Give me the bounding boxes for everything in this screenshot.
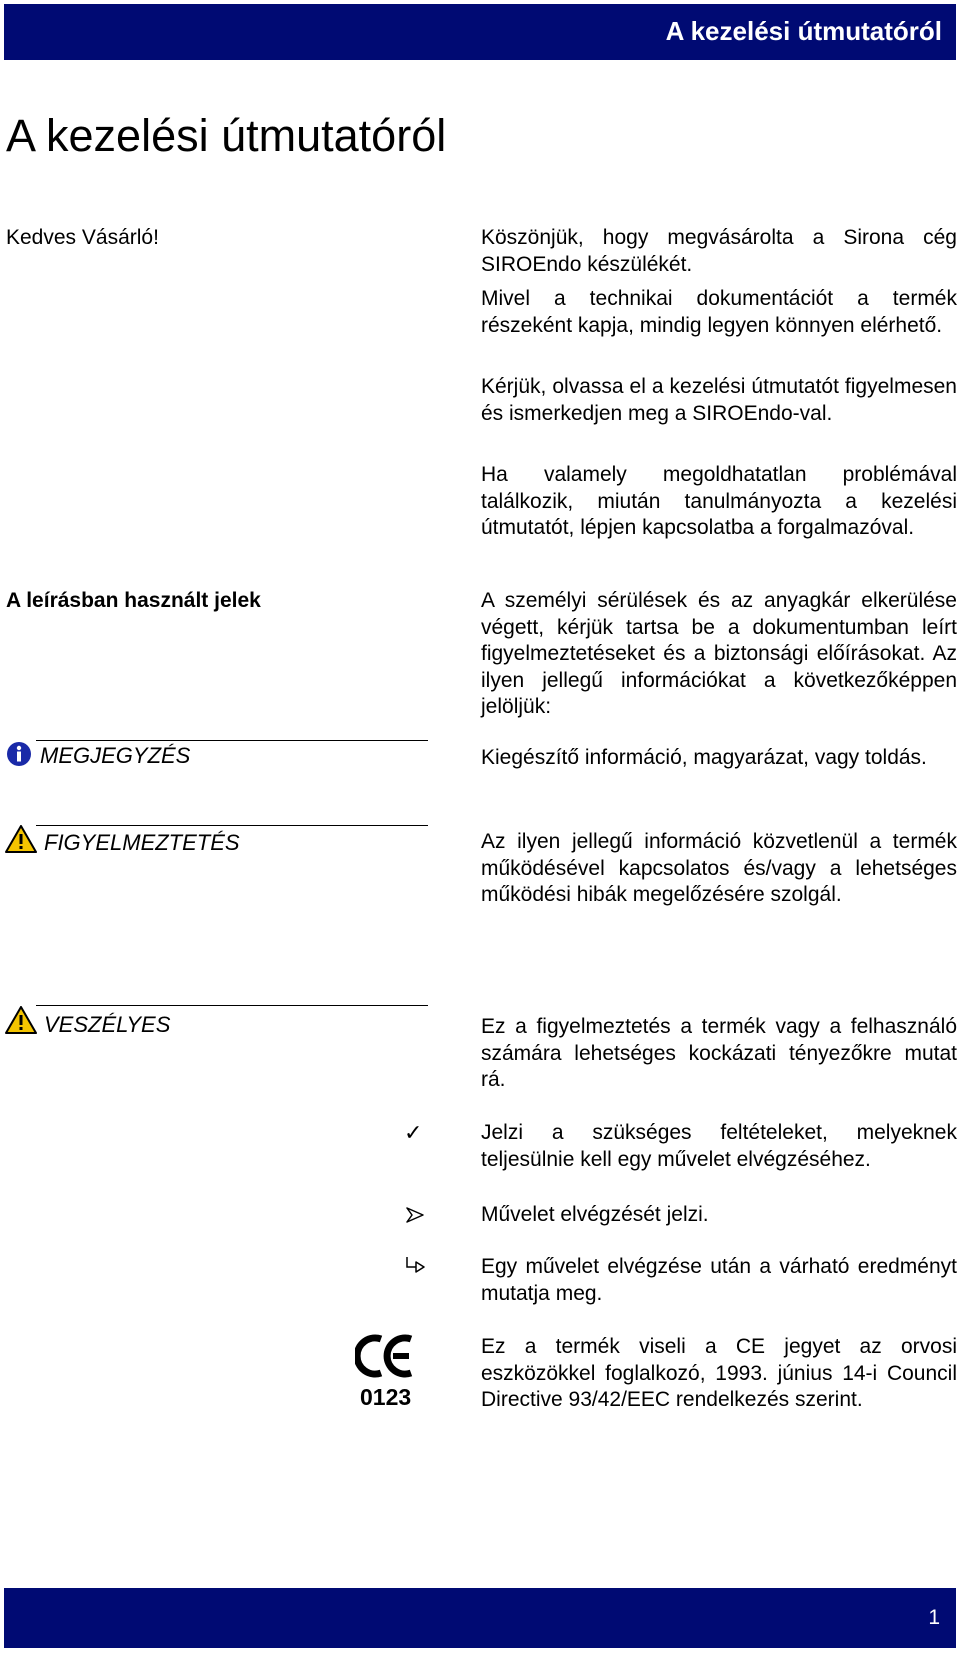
condition-text: Jelzi a szükséges feltételeket, melyeknek teljesülnie kell egy művelet elvégzéséhez. — [481, 1121, 957, 1171]
note-text: Kiegészítő információ, magyarázat, vagy toldás. — [481, 746, 927, 769]
warning-icon — [5, 825, 37, 853]
page-number: 1 — [928, 1606, 940, 1629]
danger-rule — [36, 1005, 428, 1006]
greeting-paragraph: Mivel a technikai dokumentációt a termék részeként kapja, mindig legyen könnyen elérhető. — [481, 287, 957, 337]
header-band — [4, 4, 956, 60]
running-title: A kezelési útmutatóról — [665, 16, 942, 46]
result-text: Egy művelet elvégzése után a várható eredményt mutatja meg. — [481, 1255, 957, 1305]
caution-label: FIGYELMEZTETÉS — [44, 830, 240, 855]
note-rule — [36, 740, 428, 741]
action-text: Művelet elvégzését jelzi. — [481, 1203, 709, 1226]
arrowhead-icon — [406, 1207, 424, 1223]
greeting-label: Kedves Vásárló! — [6, 226, 159, 249]
caution-rule — [36, 825, 428, 826]
info-icon — [6, 741, 32, 767]
greeting-paragraph: Ha valamely megoldhatatlan problémával találkozik, miután tanulmányozta a kezelési útmutatót, lépjen kapcsolatba a forgalmazóval. — [481, 463, 957, 539]
note-label: MEGJEGYZÉS — [40, 743, 191, 768]
caution-text: Az ilyen jellegű információ közvetlenül a termék működésével kapcsolatos és/vagy a lehetséges működési hibák megelőzésére szolgál. — [481, 830, 957, 906]
warning-icon — [5, 1006, 37, 1034]
result-arrow-icon — [404, 1256, 426, 1276]
symbols-section-label: A leírásban használt jelek — [6, 589, 261, 612]
danger-label: VESZÉLYES — [44, 1012, 171, 1037]
page-title: A kezelési útmutatóról — [6, 110, 447, 161]
checkmark-icon: ✓ — [404, 1121, 423, 1146]
greeting-paragraph: Kérjük, olvassa el a kezelési útmutatót figyelmesen és ismerkedjen meg a SIROEndo-val. — [481, 375, 957, 425]
ce-text: Ez a termék viseli a CE jegyet az orvosi eszközökkel foglalkozó, 1993. június 14-i Council Directive 93/42/EEC rendelkezés szerint. — [481, 1335, 957, 1411]
ce-mark-icon — [355, 1333, 415, 1379]
footer-band — [4, 1588, 956, 1648]
symbols-intro: A személyi sérülések és az anyagkár elkerülése végett, kérjük tartsa be a dokumentumban leírt figyelmeztetéseket és a biztonsági előírásokat. Az ilyen jellegű információkat a következőképpen jelöljük: — [481, 589, 957, 718]
danger-text: Ez a figyelmeztetés a termék vagy a felhasználó számára lehetséges kockázati tényezőkre mutat rá. — [481, 1015, 957, 1091]
notified-body-number: 0123 — [360, 1384, 412, 1410]
greeting-paragraph: Köszönjük, hogy megvásárolta a Sirona cég SIROEndo készülékét. — [481, 226, 957, 276]
